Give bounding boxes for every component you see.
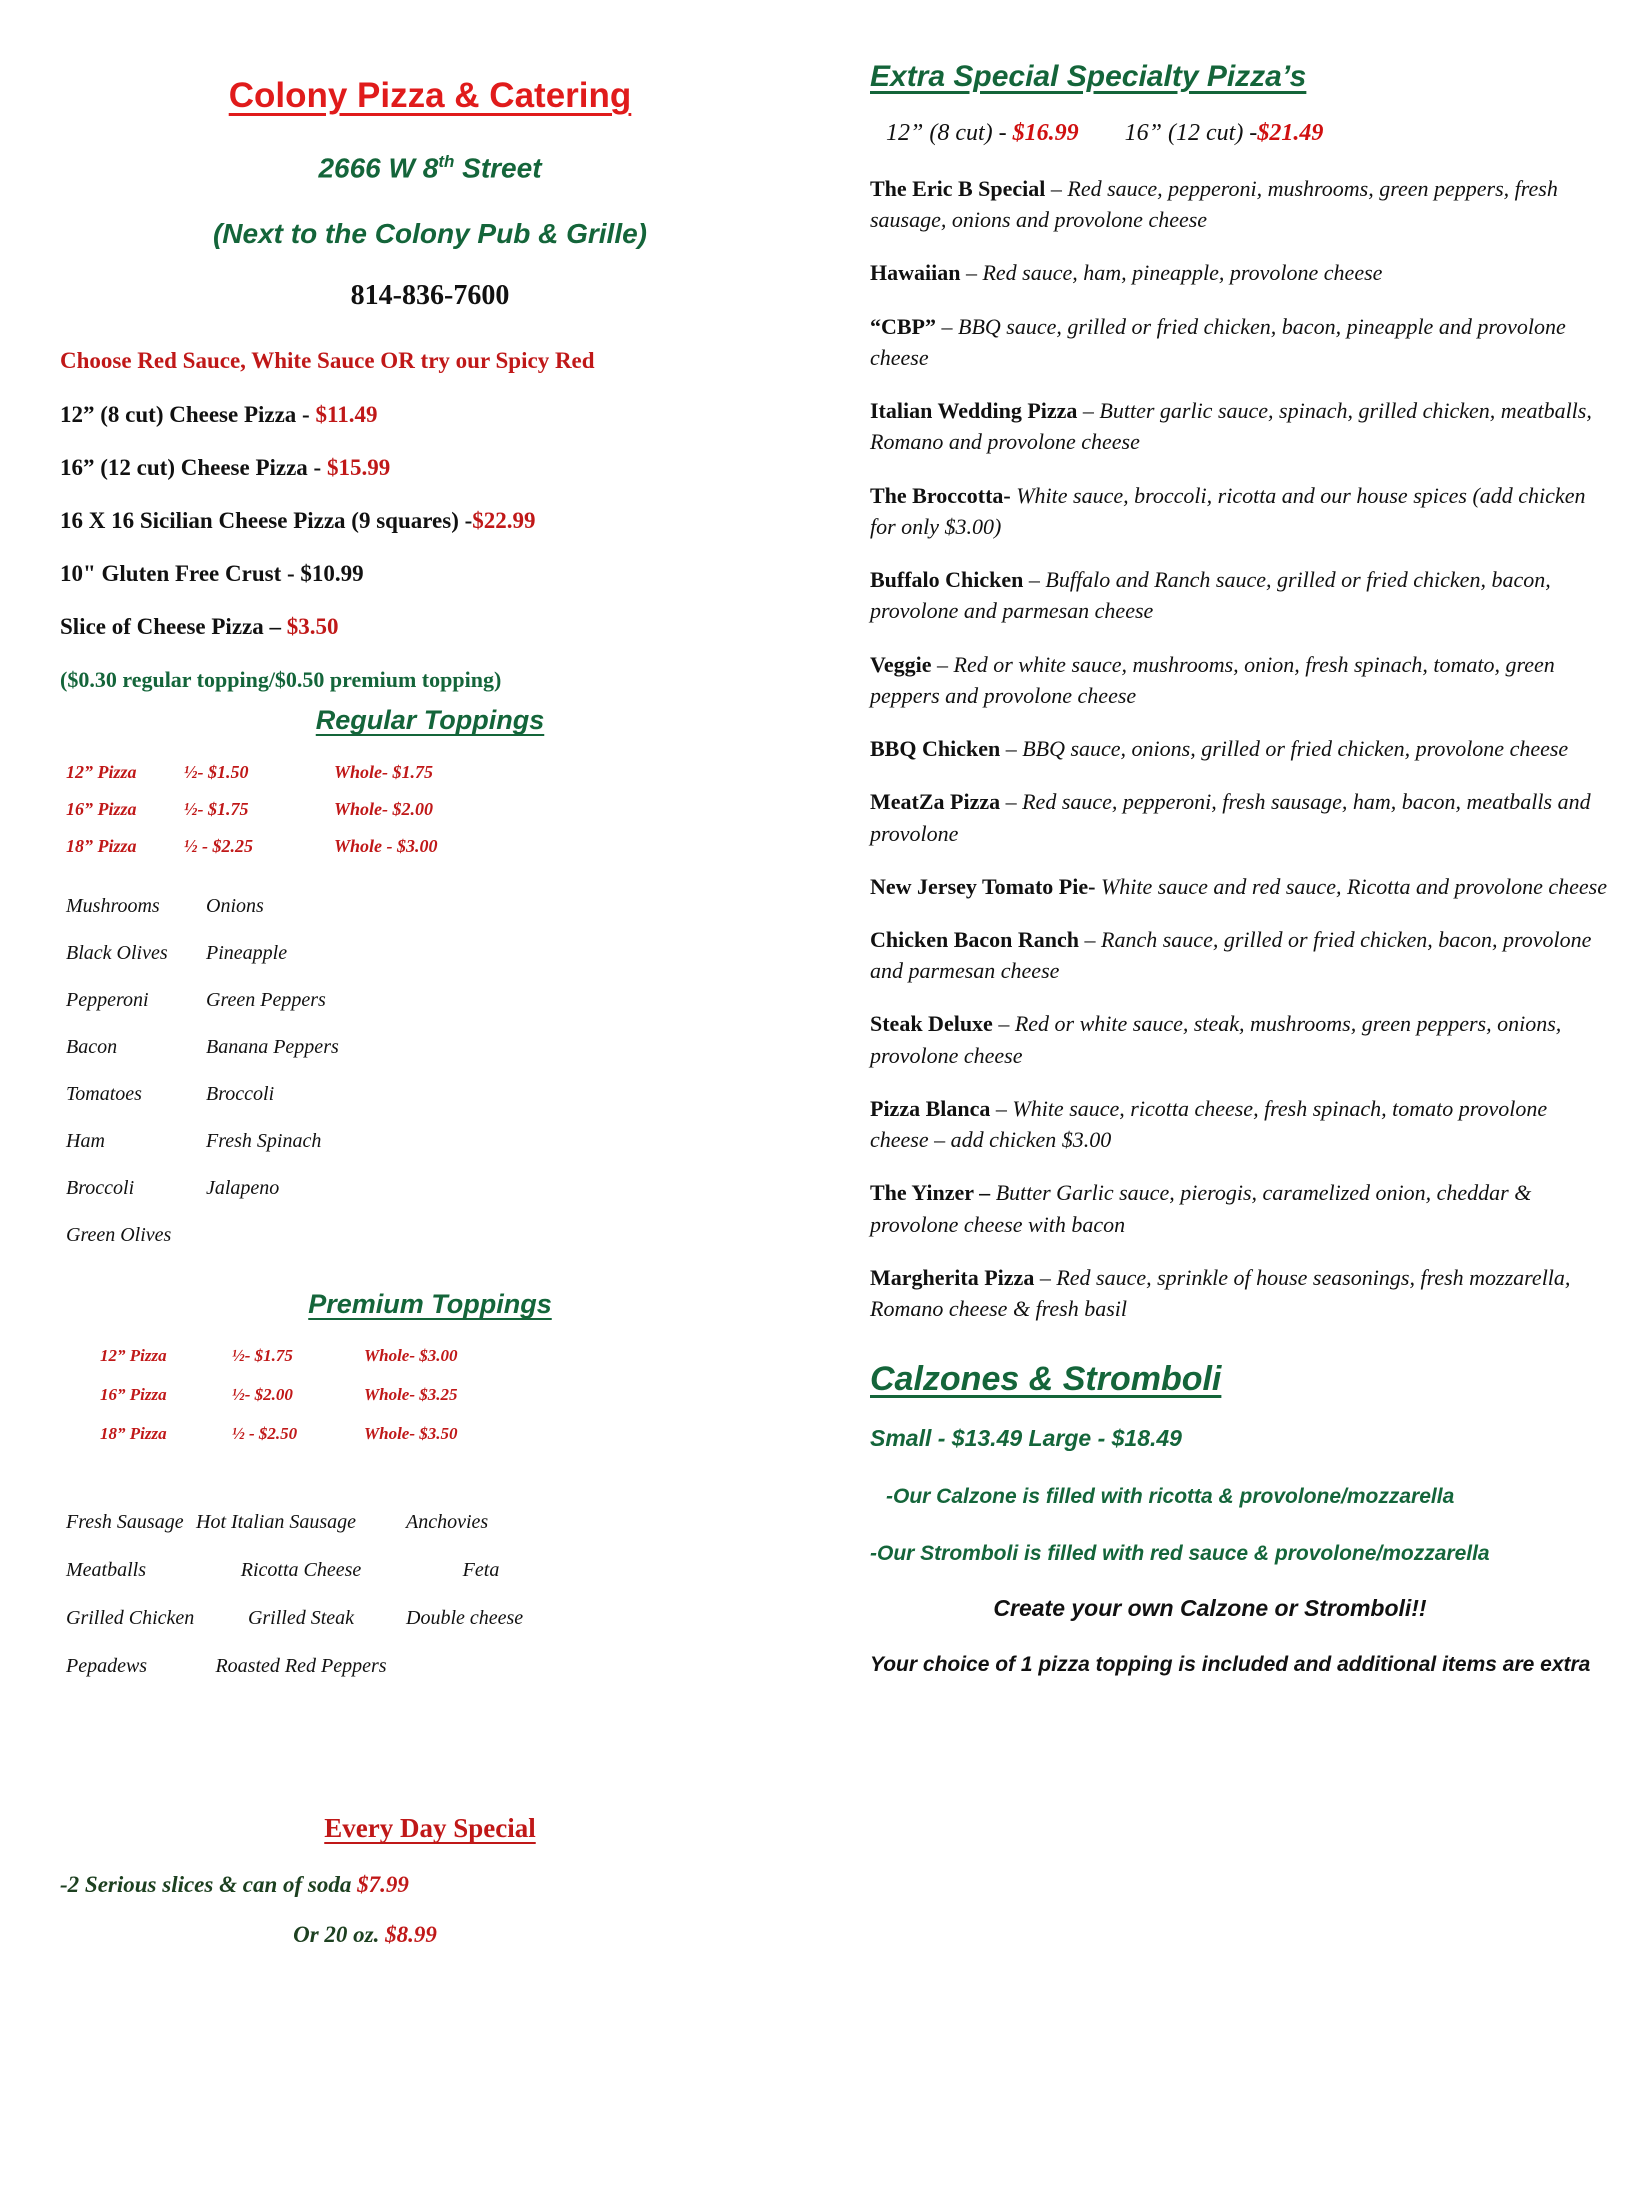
specialty-desc: – BBQ sauce, onions, grilled or fried chicken, provolone cheese <box>1000 736 1569 762</box>
specialty-name: Margherita Pizza <box>870 1264 1035 1290</box>
whole-price: Whole- $3.25 <box>364 1385 458 1405</box>
premium-topping-price-table <box>100 1346 458 1463</box>
list-item <box>870 1177 1610 1239</box>
price-row-gluten-free <box>60 561 800 587</box>
topping-name: Fresh Spinach <box>206 1130 322 1153</box>
specialty-desc: – Red sauce, pepperoni, fresh sausage, ham, bacon, meatballs and provolone <box>870 789 1591 846</box>
specialty-name: MeatZa Pizza <box>870 789 1001 815</box>
list-item <box>870 733 1610 764</box>
price-amount: $11.49 <box>315 402 378 428</box>
list-item <box>870 1093 1610 1155</box>
price-amount: $15.99 <box>326 455 391 481</box>
specialty-name: “CBP” <box>870 313 936 339</box>
price-row-sicilian <box>60 508 800 534</box>
calzone-filling-note: -Our Calzone is filled with ricotta & provolone/mozzarella <box>886 1485 1455 1509</box>
table-row <box>100 1424 458 1463</box>
price-row-slice <box>60 614 800 640</box>
specialty-desc: – Butter garlic sauce, spinach, grilled chicken, meatballs, Romano and provolone cheese <box>870 398 1592 455</box>
specialty-desc: – White sauce, ricotta cheese, fresh spinach, tomato provolone cheese – add chicken $3.00 <box>870 1095 1548 1153</box>
shop-location-note: (Next to the Colony Pub & Grille) <box>212 218 647 250</box>
list-item <box>870 173 1610 235</box>
shop-address <box>60 152 800 184</box>
special-text: -2 Serious slices & can of soda <box>60 1872 358 1898</box>
every-day-special-heading: Every Day Special <box>324 1813 536 1844</box>
topping-name: Grilled Chicken <box>66 1607 195 1630</box>
special-price: $7.99 <box>357 1872 409 1898</box>
specialty-desc: – Red sauce, sprinkle of house seasonings, fresh mozzarella, Romano cheese & fresh basil <box>870 1264 1571 1322</box>
regular-topping-list <box>66 895 371 1271</box>
specialty-name: The Eric B Special <box>870 176 1046 201</box>
topping-name: Tomatoes <box>66 1083 142 1106</box>
page-title: Colony Pizza & Catering <box>228 76 632 115</box>
size-label: 12” Pizza <box>100 1346 167 1366</box>
half-price: ½- $1.50 <box>184 762 249 783</box>
specialty-price-row <box>886 120 1610 147</box>
topping-name: Grilled Steak <box>247 1607 355 1630</box>
specialty-large-price: $21.49 <box>1257 120 1324 146</box>
topping-name: Broccoli <box>66 1177 135 1200</box>
stromboli-filling-note: -Our Stromboli is filled with red sauce & provolone/mozzarella <box>870 1541 1490 1565</box>
shop-phone: 814-836-7600 <box>350 280 510 312</box>
every-day-special-line-1 <box>60 1872 800 1898</box>
table-row <box>66 799 438 836</box>
price-amount: $3.50 <box>286 614 339 640</box>
whole-price: Whole- $1.75 <box>334 762 433 783</box>
table-row <box>66 1559 556 1607</box>
address-street: Street <box>454 152 542 184</box>
topping-name: Green Olives <box>66 1224 172 1247</box>
topping-name: Mushrooms <box>66 895 160 918</box>
topping-name <box>206 1224 371 1271</box>
list-item <box>870 871 1610 902</box>
specialty-desc: – BBQ sauce, grilled or fried chicken, bacon, pineapple and provolone cheese <box>870 313 1566 370</box>
half-price: ½ - $2.50 <box>232 1424 298 1444</box>
specialty-name: The Yinzer – <box>870 1180 991 1206</box>
specialty-desc: – Ranch sauce, grilled or fried chicken, bacon, provolone and parmesan cheese <box>870 926 1592 984</box>
table-row <box>66 942 371 989</box>
topping-name: Double cheese <box>406 1607 524 1630</box>
specialty-name: Italian Wedding Pizza <box>870 398 1078 424</box>
topping-name: Ricotta Cheese <box>240 1559 362 1582</box>
specialty-small-price: $16.99 <box>1012 120 1079 146</box>
price-row-12in <box>60 402 800 428</box>
calzones-heading: Calzones & Stromboli <box>870 1360 1222 1399</box>
whole-price: Whole- $3.00 <box>364 1346 458 1366</box>
create-your-own-note: Create your own Calzone or Stromboli!! <box>993 1595 1427 1622</box>
topping-name: Jalapeno <box>206 1177 280 1200</box>
size-label: 16” Pizza <box>100 1385 167 1405</box>
calzone-prices: Small - $13.49 Large - $18.49 <box>870 1425 1182 1452</box>
half-price: ½- $1.75 <box>232 1346 293 1366</box>
topping-name: Green Peppers <box>206 989 326 1012</box>
specialty-large-label: 16” (12 cut) - <box>1124 120 1258 146</box>
topping-name: Anchovies <box>406 1511 489 1534</box>
list-item <box>870 1008 1610 1070</box>
table-row <box>66 1036 371 1083</box>
table-row <box>100 1385 458 1424</box>
price-label: 10" Gluten Free Crust - $10.99 <box>60 561 364 587</box>
topping-name: Broccoli <box>206 1083 275 1106</box>
right-column <box>870 60 1610 1682</box>
size-label: 18” Pizza <box>100 1424 167 1444</box>
premium-topping-list <box>66 1511 556 1703</box>
specialty-desc: White sauce and red sauce, Ricotta and provolone cheese <box>1095 873 1608 899</box>
specialty-name: Buffalo Chicken <box>870 567 1024 593</box>
topping-name <box>406 1655 556 1703</box>
topping-name: Pineapple <box>206 942 288 965</box>
specialty-name: The Broccotta- <box>870 482 1011 508</box>
specialty-name: Veggie <box>870 651 932 677</box>
premium-toppings-heading: Premium Toppings <box>308 1289 552 1320</box>
table-row <box>66 1224 371 1271</box>
list-item <box>870 564 1610 626</box>
specialty-name: Steak Deluxe <box>870 1011 993 1037</box>
specialty-name: BBQ Chicken <box>870 736 1001 762</box>
topping-name: Feta <box>462 1559 500 1582</box>
topping-name: Banana Peppers <box>206 1036 339 1059</box>
specialty-name: Hawaiian <box>870 260 961 286</box>
specialty-desc: – Red or white sauce, mushrooms, onion, fresh spinach, tomato, green peppers and provolone cheese <box>870 651 1555 708</box>
list-item <box>870 649 1610 711</box>
table-row <box>100 1346 458 1385</box>
specialty-name: Pizza Blanca <box>870 1095 991 1121</box>
specialty-desc: – Buffalo and Ranch sauce, grilled or fried chicken, bacon, provolone and parmesan cheese <box>870 567 1551 624</box>
topping-name: Bacon <box>66 1036 118 1059</box>
specialty-small-label: 12” (8 cut) - <box>886 120 1013 146</box>
left-column <box>60 60 800 1972</box>
specialty-name: Chicken Bacon Ranch <box>870 926 1080 952</box>
specialty-desc: – Red or white sauce, steak, mushrooms, green peppers, onions, provolone cheese <box>870 1011 1562 1068</box>
price-label: Slice of Cheese Pizza – <box>60 614 287 640</box>
size-label: 12” Pizza <box>66 762 137 783</box>
price-row-16in <box>60 455 800 481</box>
topping-name: Meatballs <box>66 1559 146 1582</box>
whole-price: Whole - $3.00 <box>334 836 438 857</box>
table-row <box>66 1607 556 1655</box>
table-row <box>66 1177 371 1224</box>
topping-name: Fresh Sausage <box>66 1511 184 1534</box>
size-label: 16” Pizza <box>66 799 137 820</box>
regular-toppings-heading: Regular Toppings <box>315 705 545 736</box>
list-item <box>870 1262 1610 1324</box>
list-item <box>870 480 1610 542</box>
special-text: Or 20 oz. <box>293 1922 386 1948</box>
specialty-desc: – Red sauce, pepperoni, mushrooms, green peppers, fresh sausage, onions and provolone cheese <box>870 176 1558 233</box>
price-amount: $22.99 <box>472 508 536 534</box>
half-price: ½- $1.75 <box>184 799 249 820</box>
topping-name: Hot Italian Sausage <box>196 1511 356 1534</box>
specialty-desc: White sauce, broccoli, ricotta and our house spices (add chicken for only $3.00) <box>870 482 1586 539</box>
table-row <box>66 1655 556 1703</box>
whole-price: Whole- $3.50 <box>364 1424 458 1444</box>
address-ordinal: th <box>438 152 455 171</box>
list-item <box>870 395 1610 457</box>
specialty-desc: Butter Garlic sauce, pierogis, caramelized onion, cheddar & provolone cheese with bacon <box>870 1180 1532 1237</box>
half-price: ½ - $2.25 <box>184 836 253 857</box>
topping-name: Pepadews <box>66 1655 148 1678</box>
topping-surcharge-note: ($0.30 regular topping/$0.50 premium topping) <box>60 667 502 693</box>
specialty-desc: – Red sauce, ham, pineapple, provolone cheese <box>960 260 1383 286</box>
table-row <box>66 1130 371 1177</box>
table-row <box>66 1511 556 1559</box>
specialty-pizzas-heading: Extra Special Specialty Pizza’s <box>870 60 1307 93</box>
table-row <box>66 836 438 873</box>
topping-name: Black Olives <box>66 942 168 965</box>
address-text: 2666 W 8 <box>318 152 439 184</box>
list-item <box>870 311 1610 373</box>
table-row <box>66 989 371 1036</box>
table-row <box>66 895 371 942</box>
price-label: 16 X 16 Sicilian Cheese Pizza (9 squares) - <box>60 508 473 534</box>
topping-name: Ham <box>66 1130 105 1153</box>
topping-name: Onions <box>206 895 264 918</box>
price-label: 16” (12 cut) Cheese Pizza - <box>60 455 327 481</box>
whole-price: Whole- $2.00 <box>334 799 433 820</box>
half-price: ½- $2.00 <box>232 1385 293 1405</box>
price-label: 12” (8 cut) Cheese Pizza - <box>60 402 316 428</box>
topping-name: Roasted Red Peppers <box>215 1655 387 1678</box>
sauce-choice-note: Choose Red Sauce, White Sauce OR try our Spicy Red <box>60 348 595 374</box>
list-item <box>870 257 1610 288</box>
regular-topping-price-table <box>66 762 438 873</box>
special-price: $8.99 <box>385 1922 437 1948</box>
every-day-special-line-2 <box>60 1922 800 1948</box>
size-label: 18” Pizza <box>66 836 137 857</box>
table-row <box>66 1083 371 1130</box>
list-item <box>870 786 1610 848</box>
list-item <box>870 924 1610 986</box>
topping-name: Pepperoni <box>66 989 149 1012</box>
table-row <box>66 762 438 799</box>
topping-included-note: Your choice of 1 pizza topping is included and additional items are extra <box>870 1653 1591 1677</box>
specialty-name: New Jersey Tomato Pie- <box>870 873 1096 899</box>
